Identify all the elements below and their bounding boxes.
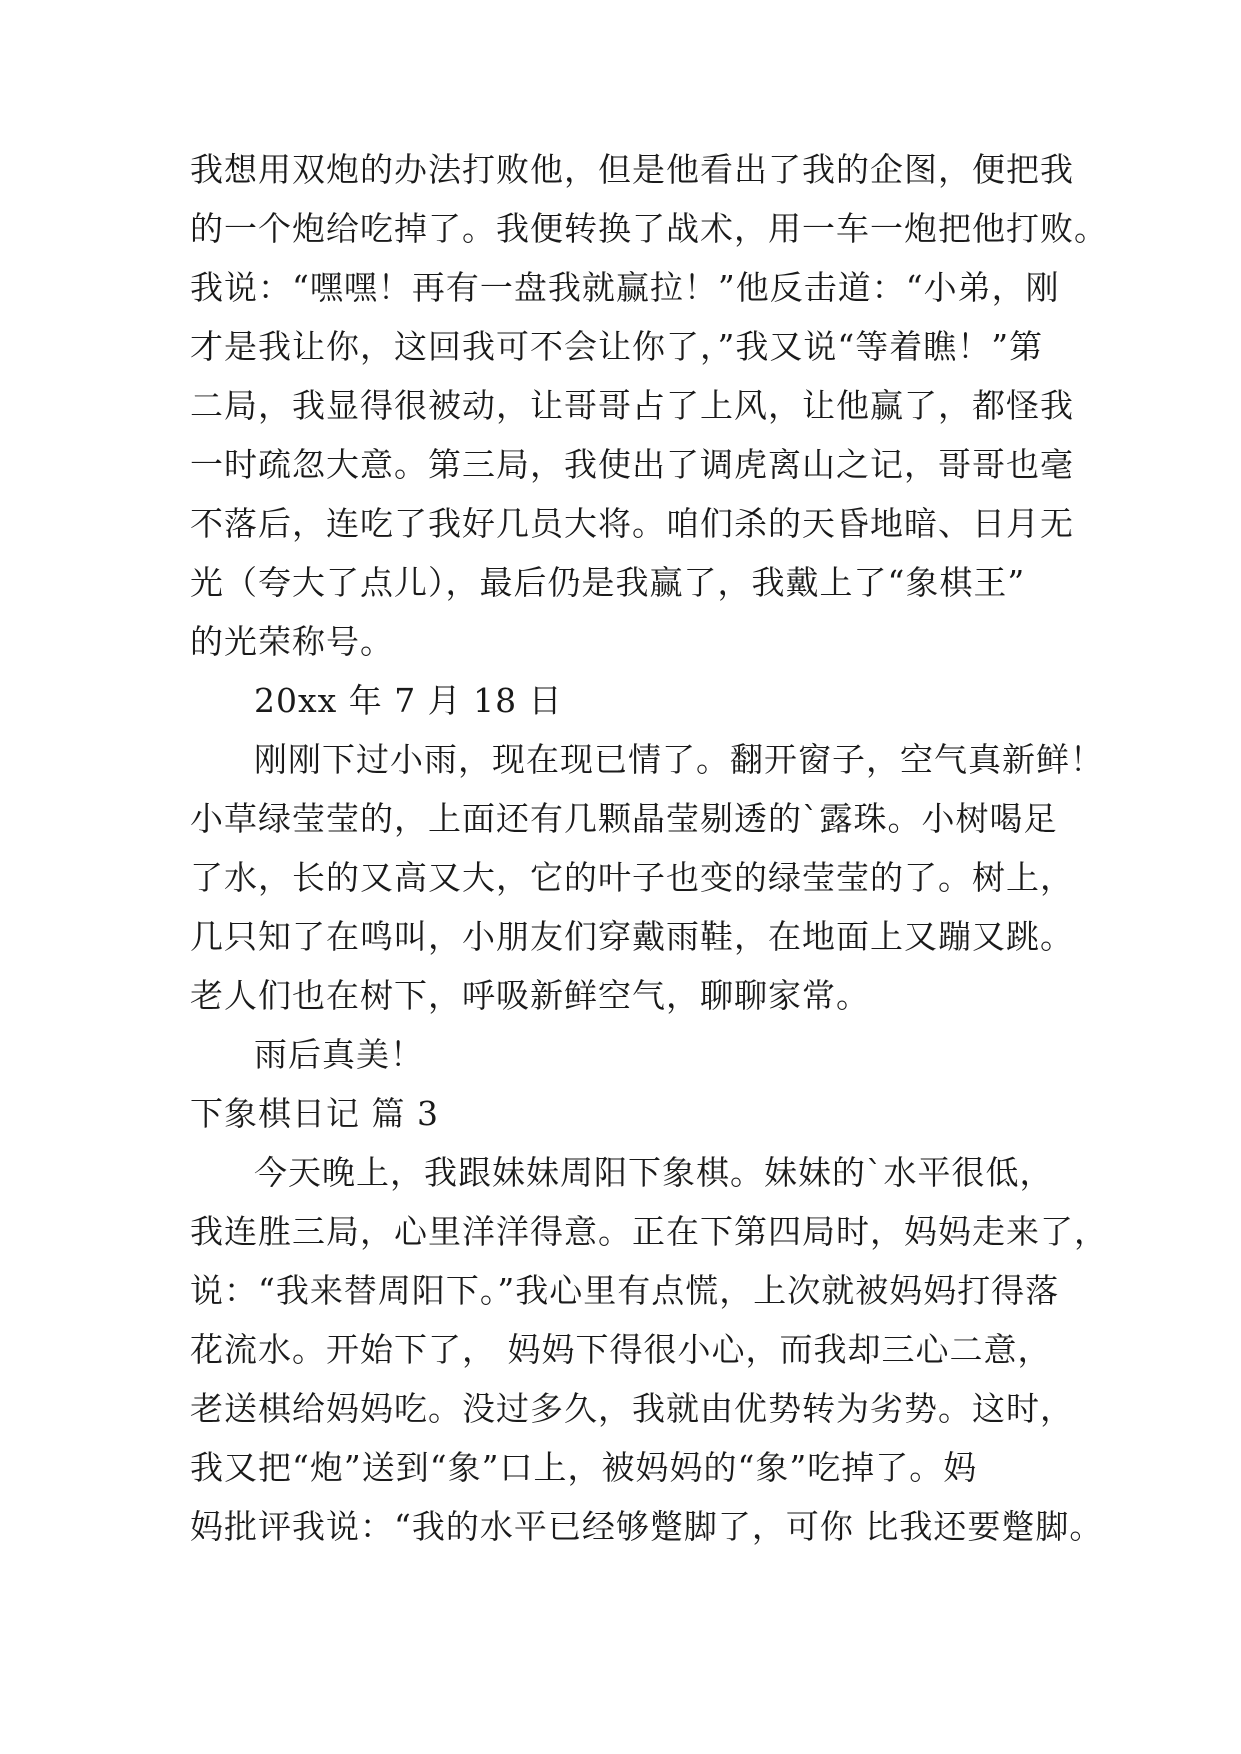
paragraph-line: 小草绿莹莹的，上面还有几颗晶莹剔透的`露珠。小树喝足	[190, 799, 1058, 838]
paragraph-line: 我想用双炮的办法打败他，但是他看出了我的企图，便把我	[190, 150, 1074, 189]
paragraph-line: 二局，我显得很被动，让哥哥占了上风，让他赢了，都怪我	[190, 386, 1074, 425]
paragraph-line: 几只知了在鸣叫，小朋友们穿戴雨鞋，在地面上又蹦又跳。	[190, 917, 1074, 956]
paragraph-line: 今天晚上，我跟妹妹周阳下象棋。妹妹的`水平很低，	[254, 1153, 1054, 1192]
paragraph-line: 花流水。开始下了， 妈妈下得很小心，而我却三心二意，	[190, 1330, 1052, 1369]
paragraph-line: 光（夸大了点儿），最后仍是我赢了，我戴上了“象棋王”	[190, 563, 1026, 602]
paragraph-line: 不落后，连吃了我好几员大将。咱们杀的天昏地暗、日月无	[190, 504, 1074, 543]
paragraph-line: 了水，长的又高又大，它的叶子也变的绿莹莹的了。树上，	[190, 858, 1074, 897]
paragraph-line: 刚刚下过小雨，现在现已情了。翻开窗子，空气真新鲜！	[254, 740, 1104, 779]
paragraph-line: 的一个炮给吃掉了。我便转换了战术，用一车一炮把他打败。	[190, 209, 1108, 248]
paragraph-line: 老人们也在树下，呼吸新鲜空气，聊聊家常。	[190, 976, 870, 1015]
paragraph-line: 说：“我来替周阳下。”我心里有点慌，上次就被妈妈打得落	[190, 1271, 1060, 1310]
paragraph-line: 我连胜三局，心里洋洋得意。正在下第四局时，妈妈走来了，	[190, 1212, 1108, 1251]
paragraph-line: 雨后真美！	[254, 1035, 424, 1074]
paragraph-line: 一时疏忽大意。第三局，我使出了调虎离山之记，哥哥也毫	[190, 445, 1074, 484]
paragraph-line: 妈批评我说：“我的水平已经够蹩脚了，可你 比我还要蹩脚。	[190, 1507, 1104, 1546]
paragraph-line: 我说：“嘿嘿！再有一盘我就赢拉！”他反击道：“小弟，刚	[190, 268, 1060, 307]
paragraph-line: 老送棋给妈妈吃。没过多久，我就由优势转为劣势。这时，	[190, 1389, 1074, 1428]
paragraph-line: 的光荣称号。	[190, 622, 394, 661]
paragraph-line: 我又把“炮”送到“象”口上，被妈妈的“象”吃掉了。妈	[190, 1448, 978, 1487]
section-heading: 下象棋日记 篇 3	[190, 1094, 439, 1133]
diary-date: 20xx 年 7 月 18 日	[254, 681, 563, 720]
paragraph-line: 才是我让你，这回我可不会让你了，”我又说“等着瞧！”第	[190, 327, 1044, 366]
